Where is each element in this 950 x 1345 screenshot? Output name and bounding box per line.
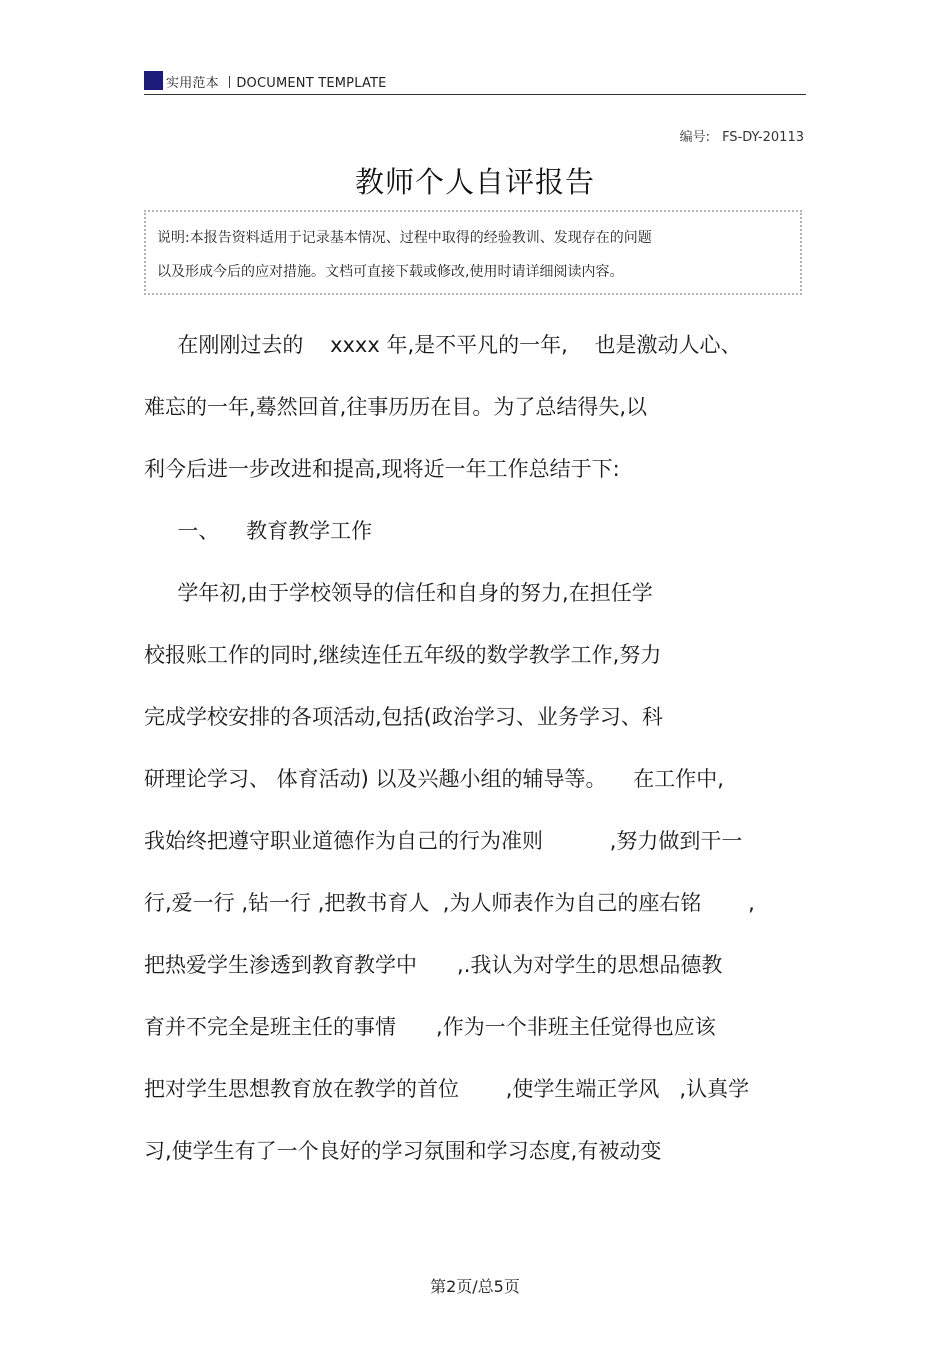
document-number <box>680 126 804 145</box>
document-number-label: 编号: <box>679 130 711 145</box>
notice-line: 以及形成今后的应对措施。文档可直接下载或修改,使用时请详细阅读内容。 <box>157 264 624 280</box>
body-line: 难忘的一年,蓦然回首,往事历历在目。为了总结得失,以 <box>144 395 648 419</box>
notice-box <box>144 210 802 295</box>
body-line: 在刚刚过去的 xxxx 年,是不平凡的一年, 也是激动人心、 <box>144 333 742 357</box>
notice-line: 说明:本报告资料适用于记录基本情况、过程中取得的经验教训、发现存在的问题 <box>157 230 652 246</box>
page-title: 教师个人自评报告 <box>354 165 595 199</box>
header-logo-square <box>144 71 163 90</box>
section-heading: 一、 教育教学工作 <box>144 519 373 543</box>
body-line: 习,使学生有了一个良好的学习氛围和学习态度,有被动变 <box>144 1139 662 1163</box>
body-line: 育并不完全是班主任的事情 ,作为一个非班主任觉得也应该 <box>144 1015 716 1039</box>
body-line: 完成学校安排的各项活动,包括(政治学习、业务学习、科 <box>144 705 663 729</box>
page-footer: 第2页/总5页 <box>430 1277 520 1296</box>
body-line: 研理论学习、 体育活动) 以及兴趣小组的辅导等。 在工作中, <box>144 767 724 791</box>
body-line: 利今后进一步改进和提高,现将近一年工作总结于下: <box>144 457 620 481</box>
body-line: 校报账工作的同时,继续连任五年级的数学教学工作,努力 <box>144 643 662 667</box>
body-line: 把对学生思想教育放在教学的首位 ,使学生端正学风 ,认真学 <box>144 1077 750 1101</box>
document-number-value: FS-DY-20113 <box>722 130 804 145</box>
header-label: 实用范本 丨DOCUMENT TEMPLATE <box>166 76 387 91</box>
body-line: 学年初,由于学校领导的信任和自身的努力,在担任学 <box>144 581 653 605</box>
body-line: 把热爱学生渗透到教育教学中 ,.我认为对学生的思想品德教 <box>144 953 723 977</box>
body-line: 行,爱一行 ,钻一行 ,把教书育人 ,为人师表作为自己的座右铭 , <box>144 891 755 915</box>
document-header <box>144 68 806 95</box>
body-line: 我始终把遵守职业道德作为自己的行为准则 ,努力做到干一 <box>144 829 743 853</box>
